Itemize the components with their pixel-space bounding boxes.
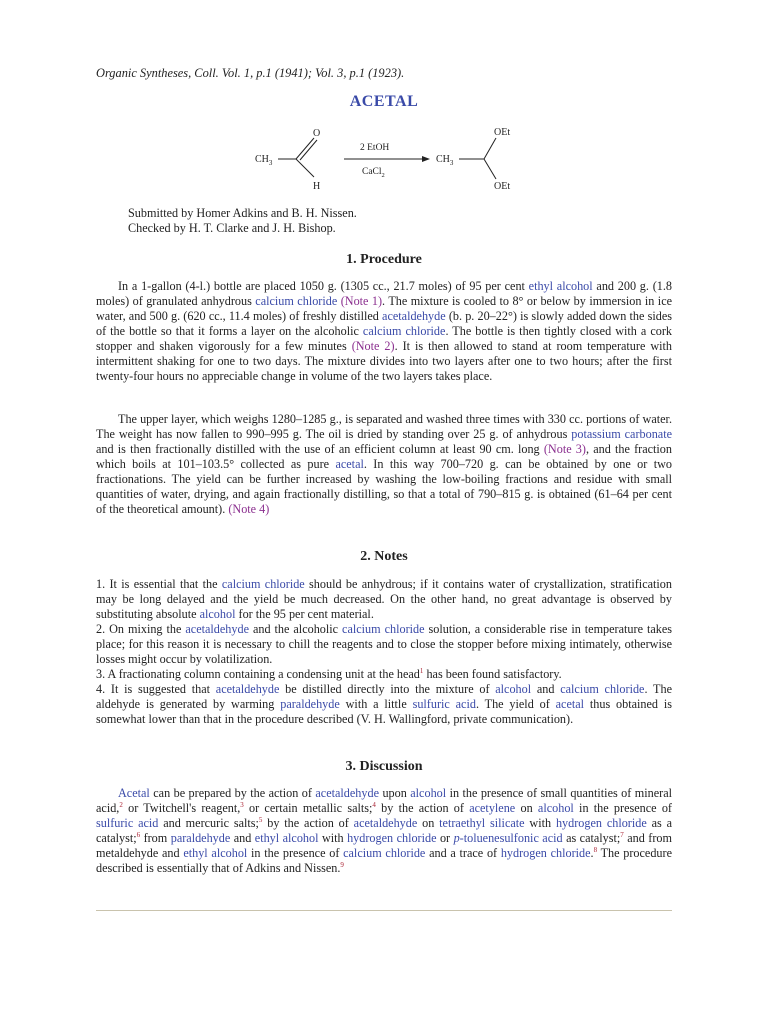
chemical-link[interactable]: calcium chloride [343, 846, 426, 860]
text-run: The upper layer, which weighs 1280–1285 g., is separated and washed three times with 330 cc. portions of water. The weight has now fallen to 990–995 g. The oil is dried by standing over 25 g. of anhydrous [96, 412, 672, 441]
text-run: on [515, 801, 538, 815]
reference-superscript[interactable]: 6 [136, 830, 141, 839]
chemical-link[interactable]: -toluenesulfonic acid [459, 831, 563, 845]
product-bond-up [484, 138, 496, 159]
chemical-link[interactable]: alcohol [410, 786, 447, 800]
notes-list [96, 577, 672, 727]
citation: Organic Syntheses, Coll. Vol. 1, p.1 (1941); Vol. 3, p.1 (1923). [96, 66, 405, 80]
chemical-link[interactable]: Acetal [118, 786, 150, 800]
text-run: , and the fraction which boils at 101–103.5° collected as pure [96, 442, 672, 471]
text-run: and is then fractionally distilled with the use of an efficient column at least 90 cm. long [96, 442, 544, 456]
text-run: or certain metallic salts; [243, 801, 373, 815]
text-run: should be anhydrous; if it contains water of crystallization, stratification may be long delayed and the yield be much decreased. On the other hand, no great advantage is observed by substituting absolute [96, 577, 672, 621]
reactant-bond-down [296, 159, 314, 177]
submitted-by: Submitted by Homer Adkins and B. H. Nissen. [128, 206, 357, 220]
chemical-link[interactable]: ethyl alcohol [254, 831, 319, 845]
discussion-paragraph [96, 786, 672, 876]
chemical-link[interactable]: acetaldehyde [315, 786, 379, 800]
text-run: . The aldehyde is generated by warming [96, 682, 672, 711]
text-run: and [230, 831, 255, 845]
reference-superscript[interactable]: 5 [258, 815, 263, 824]
chemical-link[interactable]: calcium chloride [362, 324, 446, 338]
text-run: with [524, 816, 556, 830]
chemical-link[interactable]: ethyl alcohol [183, 846, 248, 860]
note-2 [96, 622, 672, 667]
chemical-link[interactable]: calcium chloride [560, 682, 645, 696]
product-oet-bottom: OEt [494, 181, 511, 192]
chemical-link[interactable]: tetraethyl silicate [439, 816, 525, 830]
credits [128, 206, 357, 236]
text-run: 4. It is suggested that [96, 682, 216, 696]
reactant-ch3: $CH_3$ [255, 154, 273, 167]
product-oet-top: OEt [494, 127, 511, 138]
procedure-paragraph-1 [96, 279, 672, 384]
chemical-link[interactable]: alcohol [199, 607, 236, 621]
text-run: (b. p. 20–22°) is slowly added down the sides of the bottle so that it forms a layer on the alcoholic [96, 309, 672, 338]
text-run: 2. On mixing the [96, 622, 186, 636]
heading-discussion: 3. Discussion [345, 759, 423, 774]
reference-superscript[interactable]: 8 [593, 845, 598, 854]
text-run: in the presence of [247, 846, 344, 860]
text-run: by the action of [262, 816, 354, 830]
text-run: from [140, 831, 171, 845]
text-run: . It is then allowed to stand at room temperature with intermittent shaking for one to two days. The mixture divides into two layers after one to two hours; after the first twenty-four hours no appreciable change in volume of the two layers takes place. [96, 339, 673, 383]
chemical-link[interactable]: calcium chloride [221, 577, 305, 591]
reference-superscript[interactable]: 9 [340, 860, 344, 869]
text-run: . In this way 700–720 g. can be obtained by one or two fractionations. The yield can be further increased by washing the low-boiling fractions and residue with small quantities of water, drying, and again fractionally distilling, so that a total of 790–815 g. is obtained (61–64 per cent of the theoretical amount). [96, 457, 673, 516]
text-run: In a 1-gallon (4-l.) bottle are placed 1050 g. (1305 cc., 21.7 moles) of 95 per cent [118, 279, 529, 293]
note-link[interactable]: (Note 3) [543, 442, 586, 456]
text-run: or [436, 831, 454, 845]
text-run: or Twitchell's reagent, [122, 801, 241, 815]
text-run: and from metaldehyde and [96, 831, 672, 860]
chemical-link[interactable]: acetaldehyde [185, 622, 249, 636]
chemical-link[interactable]: acetal [555, 697, 585, 711]
text-run: and [531, 682, 561, 696]
chemical-link[interactable]: ethyl alcohol [528, 279, 593, 293]
chemical-link[interactable]: paraldehyde [170, 831, 231, 845]
chemical-link[interactable]: acetaldehyde [382, 309, 446, 323]
text-run: can be prepared by the action of [149, 786, 316, 800]
product-ch3: $CH_3$ [436, 154, 454, 167]
text-run: for the 95 per cent material. [235, 607, 374, 621]
chemical-link[interactable]: hydrogen chloride [347, 831, 437, 845]
reactant-double-bond [300, 140, 317, 160]
text-run: . The yield of [475, 697, 556, 711]
text-run: in the presence of [573, 801, 672, 815]
chemical-link[interactable]: acetaldehyde [353, 816, 418, 830]
chemical-link[interactable]: sulfuric acid [96, 816, 159, 830]
text-run: and a trace of [425, 846, 501, 860]
reference-superscript[interactable]: 4 [372, 800, 376, 809]
text-run: be distilled directly into the mixture of [279, 682, 496, 696]
chemical-link[interactable]: acetylene [469, 801, 516, 815]
chemical-link-prefix[interactable]: p [453, 831, 460, 845]
text-run: and the alcoholic [248, 622, 343, 636]
text-run: upon [379, 786, 411, 800]
heading-notes: 2. Notes [360, 549, 408, 564]
text-run: with [318, 831, 348, 845]
heading-procedure: 1. Procedure [346, 252, 422, 267]
text-run: as catalyst; [562, 831, 621, 845]
chemical-link[interactable]: sulfuric acid [412, 697, 476, 711]
text-run: 3. A fractionating column containing a condensing unit at the head [96, 667, 420, 681]
chemical-link[interactable]: calcium chloride [255, 294, 338, 308]
text-run: has been found satisfactory. [423, 667, 562, 681]
chemical-link[interactable]: acetal [335, 457, 364, 471]
chemical-link[interactable]: alcohol [495, 682, 532, 696]
note-link[interactable]: (Note 4) [228, 502, 270, 516]
footer-divider [96, 910, 672, 911]
reactant-bond-up [296, 138, 314, 159]
product-bond-down [484, 159, 496, 179]
text-run: . [590, 846, 594, 860]
text-run: . The bottle is then tightly closed with a cork stopper and shaken vigorously for a few minutes [96, 324, 672, 353]
chemical-link[interactable]: paraldehyde [280, 697, 340, 711]
reactant-hydrogen: H [313, 181, 321, 192]
reference-superscript[interactable]: 3 [240, 800, 244, 809]
chemical-link[interactable]: hydrogen chloride [555, 816, 647, 830]
text-run: as a catalyst; [96, 816, 673, 845]
chemical-link[interactable]: acetaldehyde [215, 682, 280, 696]
text-run: by the action of [375, 801, 470, 815]
chemical-link[interactable]: calcium chloride [342, 622, 425, 636]
reagent-cacl2: CaCl$_2$ [362, 167, 385, 179]
text-run: and 200 g. (1.8 moles) of granulated anhydrous [96, 279, 672, 308]
text-run: and mercuric salts; [158, 816, 259, 830]
note-4 [96, 682, 672, 727]
text-run: 1. It is essential that the [96, 577, 222, 591]
note-3 [96, 667, 672, 682]
text-run: solution, a considerable rise in temperature takes place; for this reason it is necessary to chill the reagents and to close the stopper before mixing intimately, otherwise losses might occur by volatilization. [96, 622, 672, 666]
checked-by: Checked by H. T. Clarke and J. H. Bishop. [128, 221, 336, 235]
text-run: thus obtained is somewhat lower than that in the procedure described (V. H. Wallingford, private communication). [96, 697, 672, 726]
reference-superscript[interactable]: 1 [419, 666, 424, 675]
text-run: The procedure described is essentially that of Adkins and Nissen. [96, 846, 672, 875]
reagent-ethanol: 2 EtOH [360, 143, 390, 153]
note-1 [96, 577, 672, 622]
note-link[interactable]: (Note 1) [340, 294, 383, 308]
text-run: . The mixture is cooled to 8° or below by immersion in ice water, and 500 g. (620 cc., 11.4 moles) of freshly distilled [96, 294, 673, 323]
reaction-scheme [240, 122, 540, 196]
text-run: with a little [339, 697, 413, 711]
text-run: in the presence of small quantities of mineral acid, [96, 786, 672, 815]
note-link[interactable]: (Note 2) [351, 339, 395, 353]
chemical-link[interactable]: alcohol [537, 801, 574, 815]
procedure-paragraph-2 [96, 412, 672, 517]
reference-superscript[interactable]: 2 [119, 800, 123, 809]
chemical-link[interactable]: hydrogen chloride [500, 846, 591, 860]
reactant-oxygen: O [313, 128, 321, 139]
arrow-head-icon [422, 156, 430, 162]
chemical-link[interactable]: potassium carbonate [571, 427, 672, 441]
page-title: ACETAL [349, 93, 419, 110]
reference-superscript[interactable]: 7 [620, 830, 624, 839]
text-run: on [417, 816, 440, 830]
